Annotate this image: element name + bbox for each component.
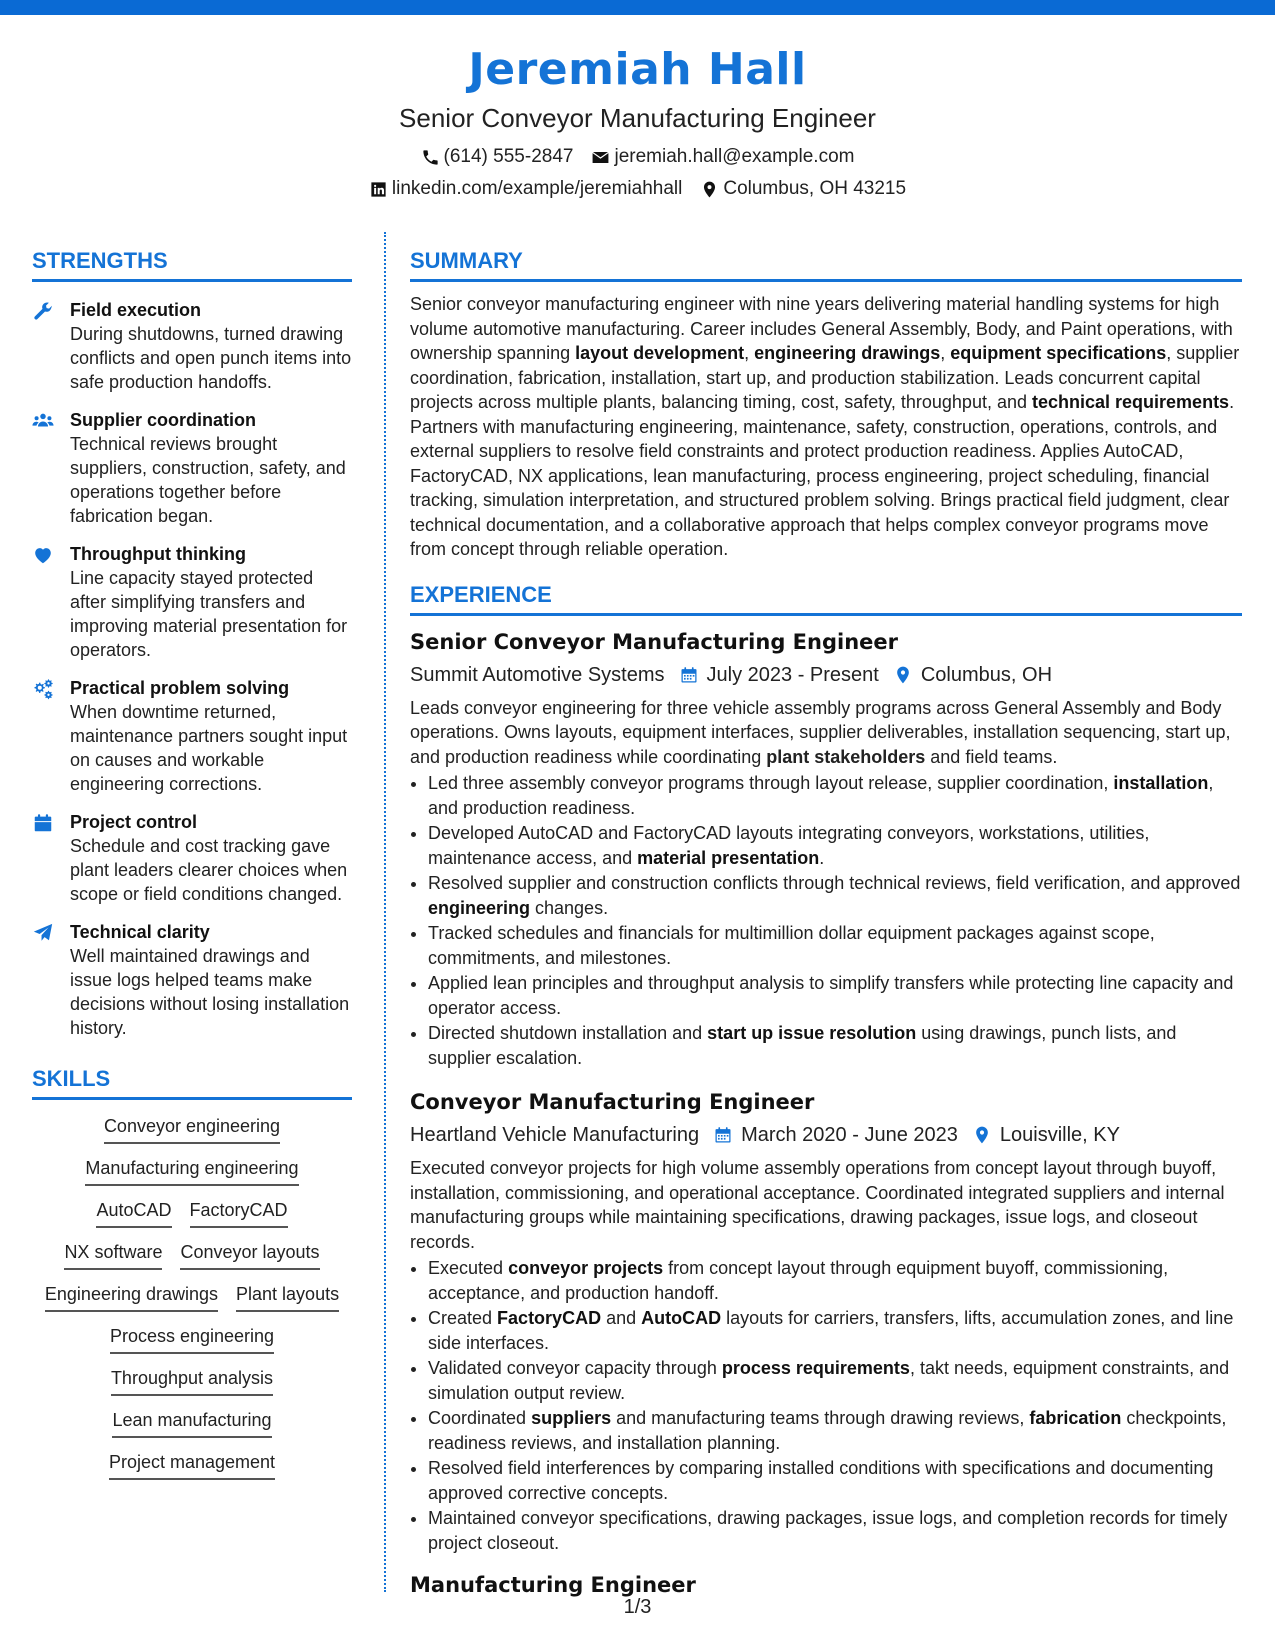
summary-text: Senior conveyor manufacturing engineer with nine years delivering material handling systems for high volume automotive manufacturing. Career includes General Assembly, Body, and Paint operations, with ownership spanning layout development, engineering drawings, equipment specifications, supplier coordination, fabrication, installation, start up, and production stabilization. Leads concurrent capital projects across multiple plants, balancing timing, cost, safety, throughput, and technical requirements. Partners with manufacturing engineering, maintenance, safety, construction, operations, controls, and external suppliers to resolve field constraints and protect production readiness. Applies AutoCAD, FactoryCAD, NX applications, lean manufacturing, process engineering, project scheduling, financial tracking, simulation interpretation, and structured problem solving. Brings practical field judgment, clear technical documentation, and a collaborative approach that helps complex conveyor programs move from concept through reliable operation. (410, 294, 1240, 559)
linkedin-contact[interactable] (369, 178, 682, 200)
skill-row (85, 1156, 298, 1186)
skill-tag: FactoryCAD (190, 1198, 288, 1228)
bold-keyword: technical requirements (1032, 392, 1230, 412)
strength-item (32, 298, 352, 394)
gears-icon (32, 678, 54, 700)
bold-keyword: material presentation (637, 847, 820, 868)
job-bullet: • Applied lean principles and throughput analysis to simplify transfers while protecting line capacity and operator access. (428, 971, 1242, 1020)
job-bullet: • Created FactoryCAD and AutoCAD layouts for carriers, transfers, lifts, accumulation zones, and line side interfaces. (428, 1306, 1242, 1355)
job-location-text: Louisville, KY (999, 1124, 1120, 1146)
job-meta (410, 1122, 1242, 1148)
strength-desc: During shutdowns, turned drawing conflicts and open punch items into safe production handoffs. (70, 324, 352, 392)
skill-tag: Manufacturing engineering (85, 1156, 298, 1186)
email-text: jeremiah.hall@example.com (614, 146, 855, 167)
skill-row (112, 1408, 271, 1438)
job-description: Leads conveyor engineering for three vehicle assembly programs across General Assembly and Body operations. Owns layouts, equipment interfaces, supplier deliverables, installation sequencing, start up, and production readiness while coordinating plant stakeholders and field teams. (410, 697, 1231, 767)
strength-desc: Schedule and cost tracking gave plant leaders clearer choices when scope or field conditions changed. (70, 836, 348, 904)
bold-keyword: conveyor projects (508, 1258, 664, 1278)
right-column (410, 248, 1242, 1599)
job-meta (410, 662, 1242, 688)
bold-keyword: start up issue resolution (707, 1023, 917, 1043)
bold-keyword: FactoryCAD (497, 1308, 602, 1328)
strengths-list (32, 298, 352, 1040)
bold-keyword: layout development (575, 343, 745, 363)
left-column (32, 248, 352, 1480)
phone-text: (614) 555-2847 (443, 146, 574, 167)
job-title: Manufacturing Engineer (410, 1573, 696, 1597)
bold-keyword: plant stakeholders (766, 746, 926, 767)
skills-heading: SKILLS (32, 1066, 352, 1100)
job-dates-text: July 2023 - Present (706, 663, 879, 686)
summary-heading: SUMMARY (410, 248, 1242, 282)
strength-desc: Line capacity stayed protected after simplifying transfers and improving material presentation for operators. (70, 568, 348, 660)
calendar-icon (679, 665, 699, 685)
job-bullets (410, 1256, 1242, 1555)
calendar-icon (32, 812, 54, 834)
wrench-icon (32, 300, 54, 322)
job-bullet: • Developed AutoCAD and FactoryCAD layouts integrating conveyors, workstations, utilities, maintenance access, and material presentation. (428, 821, 1242, 870)
map-pin-icon (893, 665, 913, 685)
bold-keyword: engineering drawings (754, 343, 941, 363)
strength-icon-wrap (32, 408, 56, 528)
phone-icon (421, 148, 440, 167)
job-company: Summit Automotive Systems (410, 663, 665, 686)
job-dates (679, 662, 879, 688)
job-bullet: • Directed shutdown installation and start up issue resolution using drawings, punch lists, and supplier escalation. (428, 1021, 1242, 1070)
strength-icon-wrap (32, 542, 56, 662)
skill-row (104, 1114, 280, 1144)
job-dates-text: March 2020 - June 2023 (741, 1124, 958, 1146)
bold-keyword: suppliers (531, 1408, 612, 1428)
strength-item (32, 676, 352, 796)
bold-keyword: engineering (428, 897, 531, 918)
strength-body (70, 408, 352, 528)
users-icon (32, 410, 54, 432)
job-bullet: • Tracked schedules and financials for multimillion dollar equipment packages against scope, commitments, and milestones. (428, 921, 1242, 970)
strength-desc: Well maintained drawings and issue logs helped teams make decisions without losing installation history. (70, 946, 350, 1038)
skill-tag: Project management (109, 1450, 275, 1480)
location-contact (700, 178, 906, 200)
strength-title: Field execution (70, 300, 202, 320)
strength-body (70, 542, 352, 662)
bold-keyword: installation (1113, 773, 1209, 793)
strength-item (32, 810, 352, 906)
skill-row (45, 1282, 339, 1312)
job-bullet: • Resolved field interferences by comparing installed conditions with specifications and documenting approved corrective concepts. (428, 1456, 1242, 1505)
strength-item (32, 408, 352, 528)
location-text: Columbus, OH 43215 (723, 178, 907, 199)
bold-keyword: equipment specifications (950, 343, 1167, 363)
job-bullets (410, 771, 1242, 1070)
skill-row (96, 1198, 287, 1228)
skill-tag: Process engineering (110, 1324, 274, 1354)
job-title: Conveyor Manufacturing Engineer (410, 1090, 815, 1114)
strength-item (32, 920, 352, 1040)
strength-body (70, 676, 352, 796)
map-pin-icon (700, 180, 719, 199)
calendar-icon (713, 1125, 733, 1145)
experience-heading: EXPERIENCE (410, 582, 1242, 616)
skill-row (111, 1366, 273, 1396)
skill-tag: Lean manufacturing (112, 1408, 271, 1438)
strength-icon-wrap (32, 810, 56, 906)
skill-tag: Throughput analysis (111, 1366, 273, 1396)
skill-tag: Conveyor layouts (180, 1240, 319, 1270)
job-entry (410, 1571, 1242, 1599)
skill-tag: Plant layouts (236, 1282, 339, 1312)
strength-desc: Technical reviews brought suppliers, construction, safety, and operations together before fabrication began. (70, 434, 346, 526)
jobs-list (410, 628, 1242, 1600)
skill-row (64, 1240, 319, 1270)
job-bullet: • Resolved supplier and construction conflicts through technical reviews, field verification, and approved engineering changes. (428, 871, 1242, 920)
strength-title: Technical clarity (70, 922, 210, 942)
strength-icon-wrap (32, 920, 56, 1040)
skill-tag: Conveyor engineering (104, 1114, 280, 1144)
job-location (893, 662, 1052, 688)
paper-plane-icon (32, 922, 54, 944)
job-entry (410, 1088, 1242, 1555)
envelope-icon (591, 148, 610, 167)
top-accent-bar (0, 0, 1275, 15)
email-contact[interactable] (591, 146, 854, 168)
contact-row-2 (0, 178, 1275, 200)
job-location (972, 1122, 1120, 1148)
strength-body (70, 810, 352, 906)
phone-contact[interactable] (421, 146, 574, 168)
heart-icon (32, 544, 54, 566)
strength-body (70, 920, 352, 1040)
bold-keyword: AutoCAD (641, 1308, 722, 1328)
linkedin-icon (369, 180, 388, 199)
candidate-name: Jeremiah Hall (468, 44, 807, 95)
linkedin-text: linkedin.com/example/jeremiahhall (391, 178, 683, 199)
job-location-text: Columbus, OH (920, 663, 1053, 686)
strength-title: Project control (70, 812, 198, 832)
candidate-title: Senior Conveyor Manufacturing Engineer (399, 103, 876, 133)
bold-keyword: fabrication (1029, 1408, 1122, 1428)
resume-header (0, 42, 1275, 200)
map-pin-icon (972, 1125, 992, 1145)
strength-icon-wrap (32, 298, 56, 394)
job-company: Heartland Vehicle Manufacturing (410, 1124, 700, 1146)
job-bullet: • Led three assembly conveyor programs through layout release, supplier coordination, installation, and production readiness. (428, 771, 1242, 820)
strength-item (32, 542, 352, 662)
strength-desc: When downtime returned, maintenance partners sought input on causes and workable engineering corrections. (70, 702, 348, 794)
job-bullet: • Maintained conveyor specifications, drawing packages, issue logs, and completion records for timely project closeout. (428, 1506, 1242, 1555)
strength-title: Throughput thinking (70, 544, 246, 564)
job-bullet: • Executed conveyor projects from concept layout through equipment buyoff, commissioning, acceptance, and production handoff. (428, 1256, 1242, 1305)
strength-title: Supplier coordination (70, 410, 257, 430)
contact-row-1 (0, 146, 1275, 168)
job-dates (713, 1122, 958, 1148)
column-divider (384, 232, 386, 1592)
skill-tag: AutoCAD (96, 1198, 171, 1228)
job-title: Senior Conveyor Manufacturing Engineer (410, 629, 898, 654)
strength-title: Practical problem solving (70, 678, 290, 698)
skill-row (109, 1450, 275, 1480)
job-entry (410, 628, 1242, 1071)
strength-icon-wrap (32, 676, 56, 796)
job-description: Executed conveyor projects for high volume assembly operations from concept layout through buyoff, installation, commissioning, and operational acceptance. Coordinated integrated suppliers and internal manufacturing groups while maintaining specifications, drawing packages, issue logs, and closeout records. (410, 1158, 1225, 1252)
skill-tag: NX software (64, 1240, 162, 1270)
job-bullet: • Validated conveyor capacity through process requirements, takt needs, equipment constraints, and simulation output review. (428, 1356, 1242, 1405)
skill-row (110, 1324, 274, 1354)
strengths-heading: STRENGTHS (32, 248, 352, 282)
strength-body (70, 298, 352, 394)
skills-list (32, 1114, 352, 1480)
job-bullet: • Coordinated suppliers and manufacturing teams through drawing reviews, fabrication checkpoints, readiness reviews, and installation planning. (428, 1406, 1242, 1455)
skill-tag: Engineering drawings (45, 1282, 218, 1312)
page-number: 1/3 (623, 1596, 652, 1618)
bold-keyword: process requirements (721, 1358, 910, 1378)
